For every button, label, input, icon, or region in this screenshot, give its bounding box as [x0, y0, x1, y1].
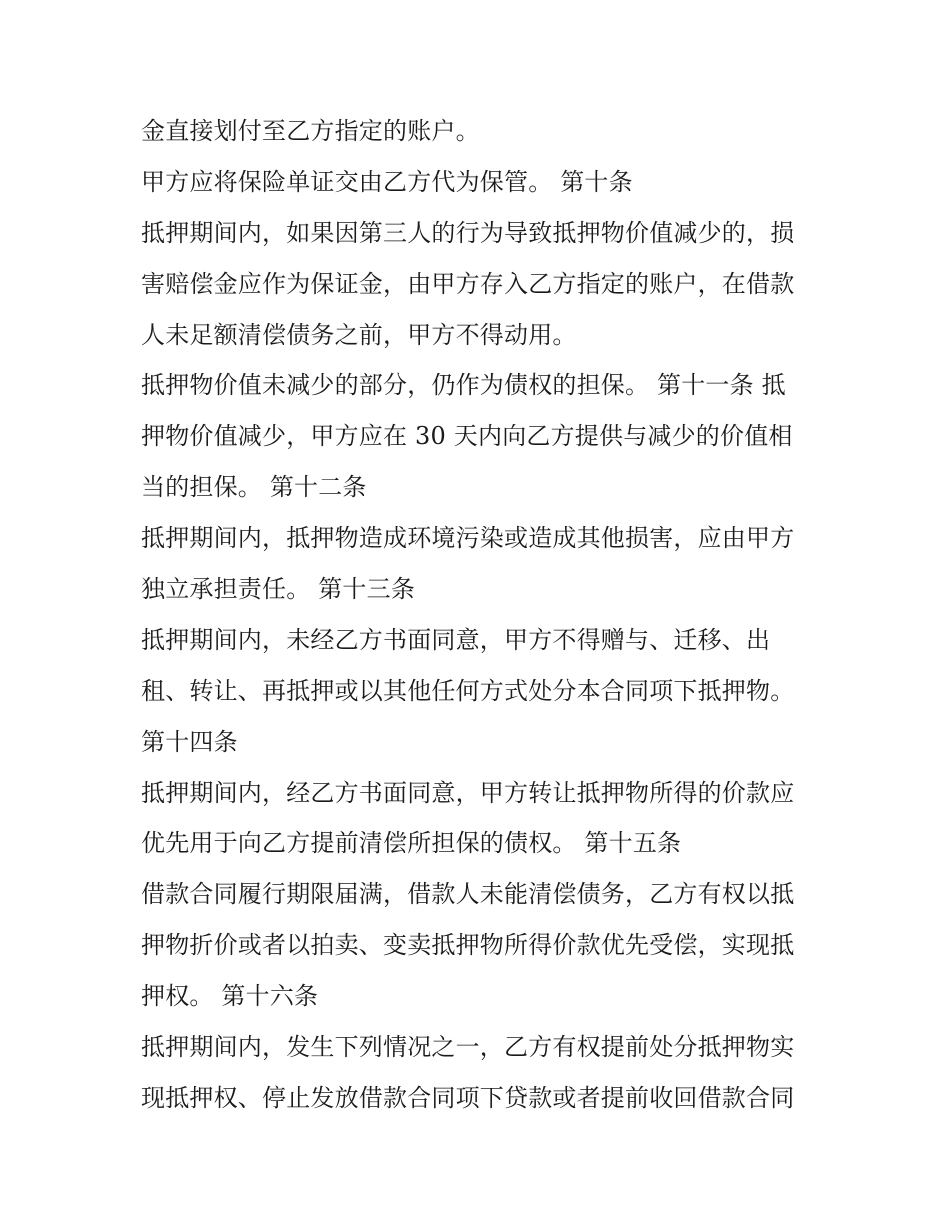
text-line: 抵押物价值未减少的部分，仍作为债权的担保。 第十一条 抵 [141, 371, 786, 400]
text-line: 害赔偿金应作为保证金，由甲方存入乙方指定的账户，在借款 [141, 269, 795, 298]
text-line: 抵押期间内，发生下列情况之一，乙方有权提前处分抵押物实 [141, 1033, 795, 1062]
text-line: 第十四条 [141, 727, 238, 756]
text-line: 借款合同履行期限届满，借款人未能清偿债务，乙方有权以抵 [141, 880, 795, 909]
text-line: 押物价值减少，甲方应在 30 天内向乙方提供与减少的价值相 [141, 422, 793, 451]
text-line: 押物折价或者以拍卖、变卖抵押物所得价款优先受偿，实现抵 [141, 931, 795, 960]
text-line: 金直接划付至乙方指定的账户。 [141, 117, 480, 145]
text-line: 租、转让、再抵押或以其他任何方式处分本合同项下抵押物。 [141, 676, 795, 705]
text-line: 抵押期间内，如果因第三人的行为导致抵押物价值减少的，损 [141, 218, 795, 247]
text-line: 抵押期间内，未经乙方书面同意，甲方不得赠与、迁移、出 [141, 625, 771, 654]
contract-text [141, 107, 821, 1125]
text-line: 抵押期间内，抵押物造成环境污染或造成其他损害，应由甲方 [141, 524, 795, 553]
text-line: 甲方应将保险单证交由乙方代为保管。 第十条 [141, 167, 633, 196]
text-line: 抵押期间内，经乙方书面同意，甲方转让抵押物所得的价款应 [141, 778, 795, 807]
text-line: 当的担保。 第十二条 [141, 473, 367, 502]
text-line: 押权。 第十六条 [141, 982, 319, 1011]
text-line: 优先用于向乙方提前清偿所担保的债权。 第十五条 [141, 829, 682, 858]
text-line: 人未足额清偿债务之前，甲方不得动用。 [141, 320, 577, 349]
text-line: 现抵押权、停止发放借款合同项下贷款或者提前收回借款合同 [141, 1083, 795, 1112]
text-line: 独立承担责任。 第十三条 [141, 575, 416, 604]
